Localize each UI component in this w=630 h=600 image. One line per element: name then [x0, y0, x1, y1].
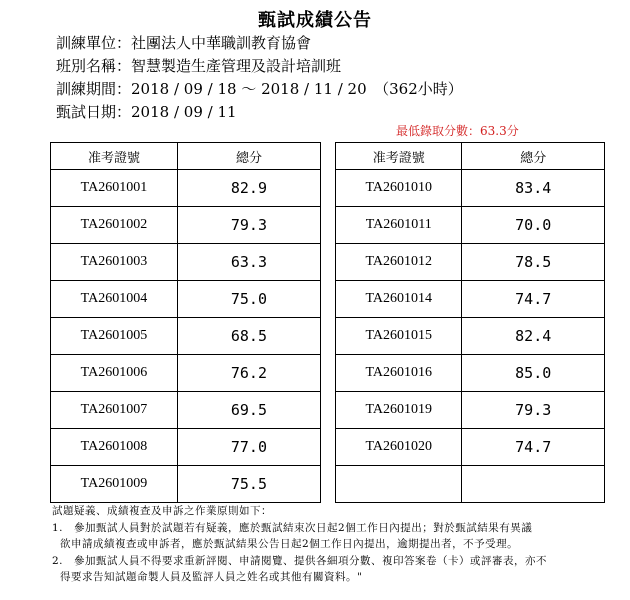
score-cell: 74.7 — [462, 429, 605, 466]
score-cell: 74.7 — [462, 281, 605, 318]
exam-id-cell: TA2601012 — [336, 244, 462, 281]
header-exam-id: 准考證號 — [336, 143, 462, 170]
table-row — [336, 392, 605, 429]
score-cell: 82.4 — [462, 318, 605, 355]
table-row — [336, 207, 605, 244]
table-row — [51, 170, 321, 207]
table-row — [336, 281, 605, 318]
exam-id-cell: TA2601020 — [336, 429, 462, 466]
exam-id-cell — [336, 466, 462, 503]
score-cell: 78.5 — [462, 244, 605, 281]
table-row — [51, 355, 321, 392]
training-unit-value: 社團法人中華職訓教育協會 — [131, 34, 312, 52]
table-row — [336, 244, 605, 281]
exam-date — [56, 101, 237, 122]
training-unit-label: 訓練單位： — [56, 34, 132, 52]
score-cell: 68.5 — [177, 318, 320, 355]
training-period-value: 2018 / 09 / 18 ～ 2018 / 11 / 20 （362小時） — [131, 80, 463, 98]
score-cell: 83.4 — [462, 170, 605, 207]
exam-id-cell: TA2601001 — [51, 170, 178, 207]
notes-line-3: 2. 參加甄試人員不得要求重新評閱、申請閱覽、提供各細項分數、複印答案卷（卡）或評審表，亦不 — [52, 555, 548, 567]
table-row — [51, 392, 321, 429]
exam-id-cell: TA2601007 — [51, 392, 178, 429]
minimum-admission-score: 最低錄取分數：63.3分 — [396, 124, 519, 138]
score-cell: 75.5 — [177, 466, 320, 503]
exam-date-value: 2018 / 09 / 11 — [131, 103, 237, 121]
table-header-row — [51, 143, 321, 170]
exam-id-cell: TA2601016 — [336, 355, 462, 392]
training-period — [56, 78, 463, 99]
score-cell: 76.2 — [177, 355, 320, 392]
table-row — [336, 318, 605, 355]
exam-id-cell: TA2601006 — [51, 355, 178, 392]
training-unit — [56, 32, 311, 53]
table-row — [336, 355, 605, 392]
table-row — [51, 281, 321, 318]
exam-id-cell: TA2601004 — [51, 281, 178, 318]
notes-heading: 試題疑義、成績複查及申訴之作業原則如下： — [52, 505, 272, 517]
exam-id-cell: TA2601009 — [51, 466, 178, 503]
score-table-left — [50, 142, 321, 503]
table-row — [336, 429, 605, 466]
score-cell: 69.5 — [177, 392, 320, 429]
exam-id-cell: TA2601002 — [51, 207, 178, 244]
notes-line-2: 欲申請成績複查或申訴者，應於甄試結果公告日起2個工作日內提出，逾期提出者，不予受理。 — [60, 538, 519, 550]
header-total-score: 總分 — [177, 143, 320, 170]
table-row — [51, 466, 321, 503]
class-name-value: 智慧製造生產管理及設計培訓班 — [131, 57, 342, 75]
table-row — [51, 318, 321, 355]
score-cell: 82.9 — [177, 170, 320, 207]
exam-id-cell: TA2601011 — [336, 207, 462, 244]
score-cell: 85.0 — [462, 355, 605, 392]
exam-id-cell: TA2601003 — [51, 244, 178, 281]
notes-line-4: 得要求告知試題命製人員及監評人員之姓名或其他有關資料。" — [60, 571, 363, 583]
notes-line-1: 1. 參加甄試人員對於試題若有疑義，應於甄試結束次日起2個工作日內提出；對於甄試結果有異議 — [52, 522, 533, 534]
exam-id-cell: TA2601008 — [51, 429, 178, 466]
header-exam-id: 准考證號 — [51, 143, 178, 170]
exam-id-cell: TA2601014 — [336, 281, 462, 318]
score-table-right — [335, 142, 605, 503]
class-name — [56, 55, 341, 76]
header-total-score: 總分 — [462, 143, 605, 170]
table-row — [336, 170, 605, 207]
table-row — [51, 429, 321, 466]
exam-id-cell: TA2601019 — [336, 392, 462, 429]
table-header-row — [336, 143, 605, 170]
exam-id-cell: TA2601015 — [336, 318, 462, 355]
page-title: 甄試成績公告 — [258, 10, 372, 31]
class-name-label: 班別名稱： — [56, 57, 132, 75]
score-cell: 79.3 — [177, 207, 320, 244]
exam-date-label: 甄試日期： — [56, 103, 132, 121]
score-cell: 77.0 — [177, 429, 320, 466]
score-cell: 75.0 — [177, 281, 320, 318]
table-row — [51, 207, 321, 244]
table-row-empty — [336, 466, 605, 503]
table-row — [51, 244, 321, 281]
score-cell — [462, 466, 605, 503]
score-cell: 63.3 — [177, 244, 320, 281]
score-cell: 70.0 — [462, 207, 605, 244]
score-cell: 79.3 — [462, 392, 605, 429]
exam-id-cell: TA2601010 — [336, 170, 462, 207]
training-period-label: 訓練期間： — [56, 80, 132, 98]
exam-id-cell: TA2601005 — [51, 318, 178, 355]
